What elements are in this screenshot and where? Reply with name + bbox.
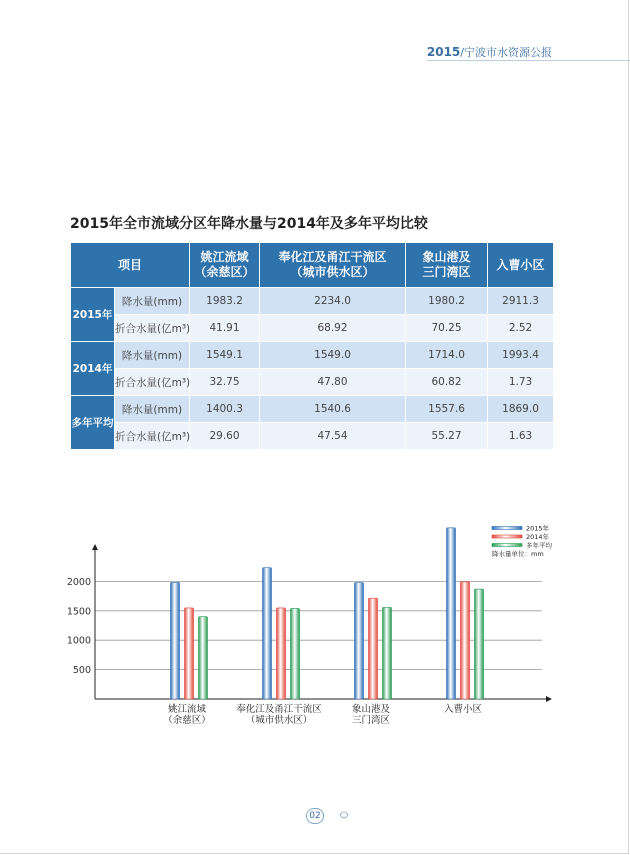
legend-swatch	[492, 544, 522, 547]
table-cell: 41.91	[190, 315, 260, 342]
header-col-3-line2: 三门湾区	[422, 265, 471, 279]
legend-label: 2015年	[526, 524, 550, 533]
table-cell: 55.27	[406, 423, 488, 450]
table-cell: 1714.0	[406, 342, 488, 369]
table-row	[71, 369, 554, 396]
table-row	[71, 315, 554, 342]
table-row	[71, 396, 554, 423]
bar	[185, 608, 194, 699]
row-metric: 折合水量(亿m³)	[115, 315, 190, 342]
header-rule	[427, 60, 630, 61]
x-axis-arrow	[546, 696, 552, 702]
table-cell: 1.63	[488, 423, 554, 450]
bar	[447, 528, 456, 699]
x-tick-label: 三门湾区	[351, 715, 391, 726]
row-metric: 降水量(mm)	[115, 396, 190, 423]
row-metric: 降水量(mm)	[115, 288, 190, 315]
y-tick-label: 1000	[66, 635, 91, 647]
page-number	[296, 806, 332, 824]
bar	[369, 598, 378, 699]
table-header-row	[71, 243, 554, 288]
section-title: 2015年全市流域分区年降水量与2014年及多年平均比较	[70, 216, 428, 232]
bar	[291, 608, 300, 699]
table-row	[71, 342, 554, 369]
x-tick-label: 象山港及	[351, 704, 391, 715]
header-col-4	[488, 243, 554, 288]
table-cell: 1869.0	[488, 396, 554, 423]
table-cell: 1993.4	[488, 342, 554, 369]
table-row	[71, 423, 554, 450]
bar	[355, 583, 364, 699]
header-separator: /	[460, 46, 464, 59]
bar	[277, 608, 286, 699]
running-header	[427, 44, 552, 60]
row-group-label: 2014年	[71, 342, 115, 396]
table-cell: 2234.0	[260, 288, 406, 315]
x-tick-label: （城市供水区）	[245, 715, 313, 726]
header-col-1-line1: 姚江流域	[200, 250, 249, 264]
bar	[171, 582, 180, 699]
row-metric: 折合水量(亿m³)	[115, 369, 190, 396]
row-metric: 降水量(mm)	[115, 342, 190, 369]
legend-label: 2014年	[526, 533, 550, 541]
table-cell: 2911.3	[488, 288, 554, 315]
header-col-2	[260, 243, 406, 288]
y-tick-label: 2000	[66, 576, 91, 588]
comparison-table	[70, 242, 554, 450]
header-year: 2015	[426, 45, 461, 59]
bar	[383, 607, 392, 699]
table-row	[71, 288, 554, 315]
table-cell: 1557.6	[406, 396, 488, 423]
bar	[461, 582, 470, 699]
y-tick-label: 500	[72, 665, 91, 677]
table-cell: 47.54	[260, 423, 406, 450]
bar	[263, 568, 272, 699]
header-publication: 宁波市水资源公报	[464, 46, 552, 59]
table-cell: 1549.1	[190, 342, 260, 369]
bar	[475, 589, 484, 699]
table-cell: 2.52	[488, 315, 554, 342]
table-cell: 1549.0	[260, 342, 406, 369]
header-col-3	[406, 243, 488, 288]
bar	[199, 617, 208, 699]
x-tick-label: 奉化江及甬江干流区	[236, 704, 322, 715]
table-cell: 47.80	[260, 369, 406, 396]
legend-swatch	[492, 527, 522, 530]
table-cell: 1.73	[488, 369, 554, 396]
row-metric: 折合水量(亿m³)	[115, 423, 190, 450]
legend-label: 多年平均	[526, 541, 552, 550]
table-cell: 68.92	[260, 315, 406, 342]
legend-swatch	[492, 535, 522, 538]
x-tick-label: 姚江流域	[167, 704, 207, 715]
header-col-2-line2: （城市供水区）	[290, 265, 375, 279]
table-cell: 1983.2	[190, 288, 260, 315]
header-col-1	[190, 243, 260, 288]
x-tick-label: 入曹小区	[443, 704, 483, 715]
table-cell: 29.60	[190, 423, 260, 450]
row-group-label: 多年平均	[71, 396, 115, 450]
table-cell: 1980.2	[406, 288, 488, 315]
header-col-3-line1: 象山港及	[422, 250, 471, 264]
header-item: 项目	[71, 243, 190, 288]
y-axis-arrow	[92, 544, 98, 550]
precipitation-bar-chart	[60, 522, 560, 752]
x-tick-label: （余慈区）	[163, 715, 211, 726]
table-cell: 1540.6	[260, 396, 406, 423]
header-col-4-line1: 入曹小区	[496, 257, 545, 272]
page-number-value: 02	[306, 808, 324, 824]
y-tick-label: 1500	[66, 606, 91, 618]
table-cell: 1400.3	[190, 396, 260, 423]
header-col-2-line1: 奉化江及甬江干流区	[278, 250, 387, 264]
table-cell: 32.75	[190, 369, 260, 396]
table-cell: 60.82	[406, 369, 488, 396]
header-col-1-line2: （余慈区）	[194, 265, 255, 279]
unit-note: 降水量单位：mm	[492, 550, 544, 558]
table-cell: 70.25	[406, 315, 488, 342]
row-group-label: 2015年	[71, 288, 115, 342]
